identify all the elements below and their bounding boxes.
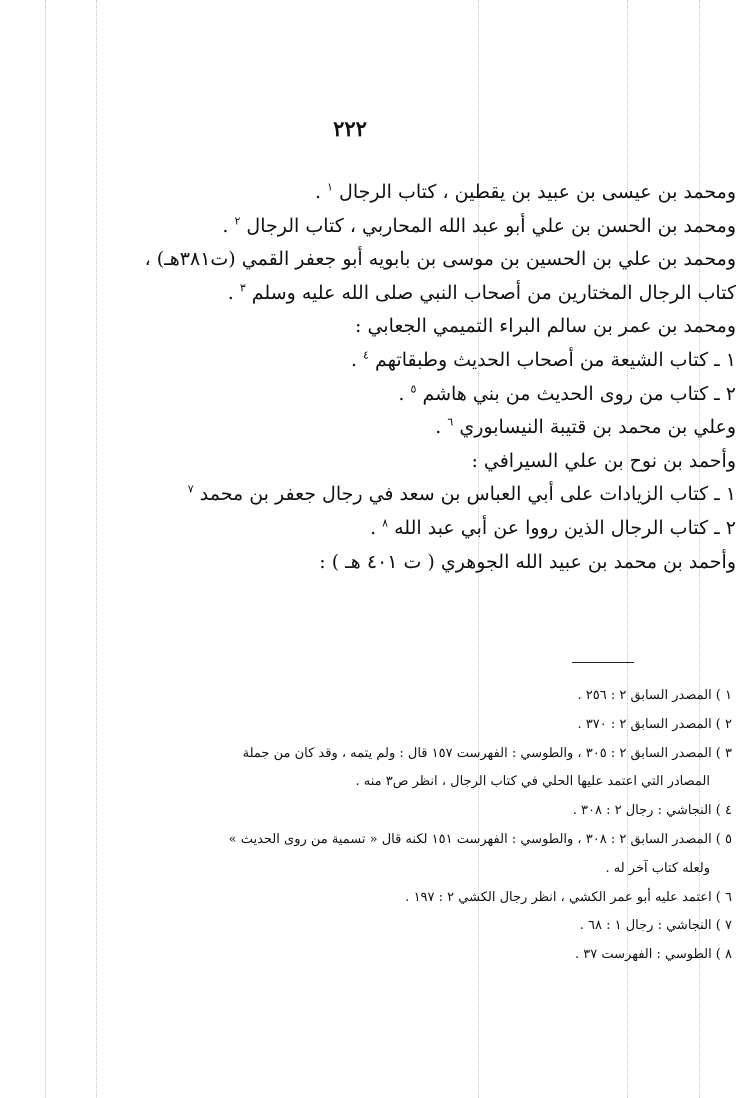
main-line (96, 310, 736, 344)
main-text (96, 176, 736, 579)
main-line (96, 512, 736, 546)
line-text: ٢ ـ كتاب الرجال الذين رووا عن أبي عبد الله (394, 516, 736, 539)
footnote: ٥ ) المصدر السابق ٢ : ٣٠٨ ، والطوسي : الفهرست ١٥١ لكنه قال « تسمية من روى الحديث » (228, 831, 732, 847)
footnote-ref: ٢ (234, 214, 241, 228)
line-tail: . (227, 281, 240, 304)
line-tail: . (398, 382, 411, 405)
page-number: ٢٢٢ (333, 116, 367, 141)
main-line (96, 243, 736, 277)
line-text: وأحمد بن نوح بن علي السيرافي : (471, 449, 736, 472)
main-line (96, 378, 736, 412)
footnote-separator (572, 662, 634, 663)
footnote-ref: ١ (327, 180, 333, 194)
footnote-ref: ٥ (410, 382, 417, 396)
footnote: ٦ ) اعتمد عليه أبو عمر الكشي ، انظر رجال الكشي ٢ : ١٩٧ . (405, 889, 732, 905)
main-line (96, 210, 736, 244)
line-text: ومحمد بن علي بن الحسين بن موسى بن بابويه أبو جعفر القمي (ت٣٨١هـ) ، (144, 248, 736, 271)
line-text: ومحمد بن عيسى بن عبيد بن يقطين ، كتاب الرجال (339, 181, 736, 203)
line-tail: . (435, 416, 448, 439)
footnote: ٤ ) النجاشي : رجال ٢ : ٣٠٨ . (572, 803, 732, 819)
footnote-ref: ٤ (363, 348, 369, 362)
main-line (96, 445, 736, 479)
main-line (96, 546, 736, 580)
line-text: وعلي بن محمد بن قتيبة النيسابوري (459, 416, 736, 439)
footnote-continuation: ولعله كتاب آخر له . (605, 860, 710, 876)
footnote: ٢ ) المصدر السابق ٢ : ٣٧٠ . (577, 716, 732, 732)
line-text: كتاب الرجال المختارين من أصحاب النبي صلى الله عليه وسلم (251, 281, 736, 304)
line-text: ١ ـ كتاب الزيادات على أبي العباس بن سعد في رجال جعفر بن محمد (199, 483, 736, 506)
footnote-ref: ٨ (382, 516, 389, 530)
main-line (96, 344, 736, 378)
main-line (96, 277, 736, 311)
footnotes (52, 682, 732, 970)
footnote: ٧ ) النجاشي : رجال ١ : ٦٨ . (579, 918, 732, 934)
line-text: ومحمد بن الحسن بن علي أبو عبد الله المحاربي ، كتاب الرجال (246, 214, 736, 237)
footnote: ٣ ) المصدر السابق ٢ : ٣٠٥ ، والطوسي : الفهرست ١٥٧ قال : ولم يتمه ، وقد كان من جملة (242, 745, 732, 761)
main-line (96, 478, 736, 512)
main-line (96, 411, 736, 445)
main-line (96, 176, 736, 210)
footnote-continuation: المصادر التي اعتمد عليها الحلي في كتاب الرجال ، انظر ص٣ منه . (355, 774, 710, 790)
footnote-ref: ٧ (187, 483, 194, 497)
line-text: ١ ـ كتاب الشيعة من أصحاب الحديث وطبقاتهم (375, 348, 736, 371)
line-text: ٢ ـ كتاب من روى الحديث من بني هاشم (422, 382, 736, 405)
footnote: ٨ ) الطوسي : الفهرست ٣٧ . (575, 947, 732, 963)
line-tail: . (350, 348, 364, 371)
scan-artifact-line (45, 0, 47, 1098)
footnote-ref: ٦ (447, 415, 454, 429)
line-text: ومحمد بن عمر بن سالم البراء التميمي الجعابي : (355, 315, 736, 338)
line-tail: . (222, 214, 235, 237)
footnote-ref: ٣ (239, 281, 246, 295)
line-text: وأحمد بن محمد بن عبيد الله الجوهري ( ت ٤٠١ هـ ) : (319, 550, 736, 573)
line-tail: . (314, 181, 328, 203)
line-tail: . (370, 516, 383, 539)
footnote: ١ ) المصدر السابق ٢ : ٢٥٦ . (577, 688, 732, 703)
